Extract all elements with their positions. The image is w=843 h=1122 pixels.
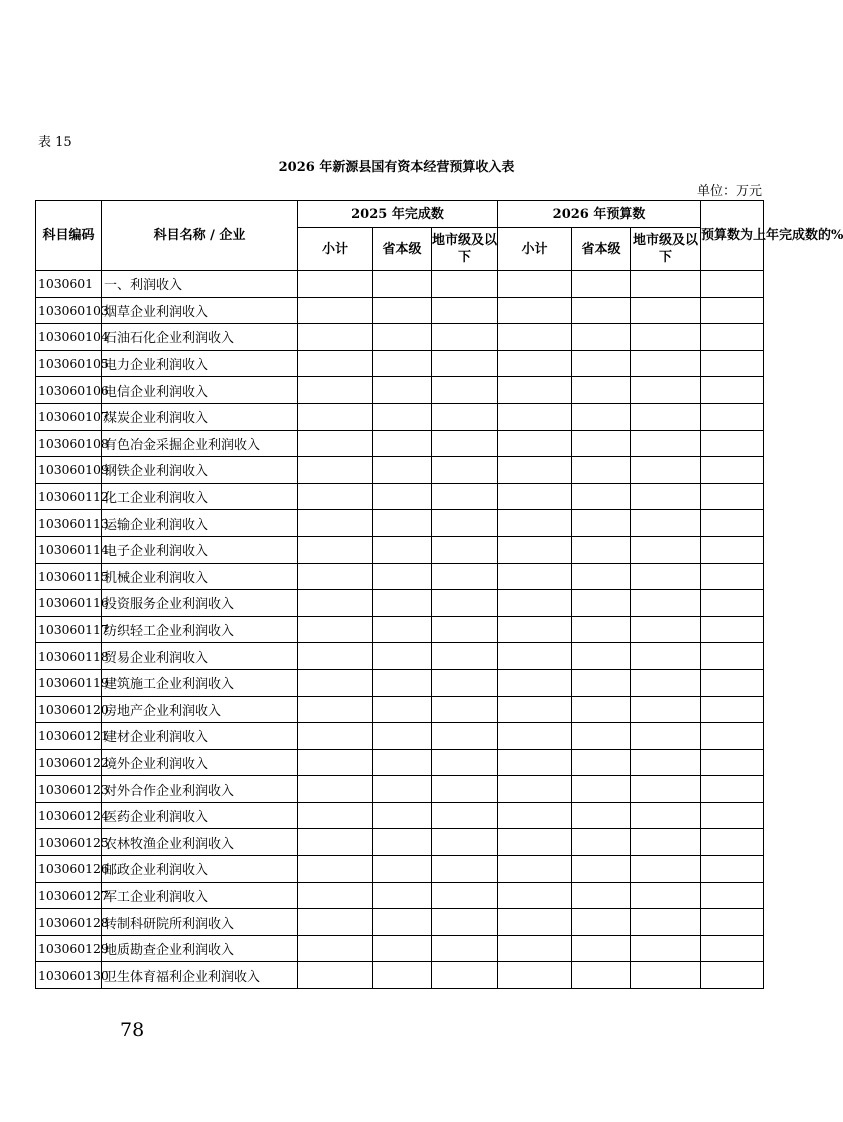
row-name: 卫生体育福利企业利润收入	[102, 962, 298, 989]
empty-value-cell	[373, 483, 432, 510]
empty-value-cell	[701, 590, 764, 617]
header-2026-city-below: 地市级及以下	[631, 228, 701, 271]
empty-value-cell	[572, 430, 631, 457]
row-name: 投资服务企业利润收入	[102, 590, 298, 617]
empty-value-cell	[701, 643, 764, 670]
empty-value-cell	[432, 669, 498, 696]
empty-value-cell	[498, 829, 572, 856]
empty-value-cell	[498, 377, 572, 404]
row-code: 103060127	[36, 882, 102, 909]
table-row	[36, 909, 764, 936]
empty-value-cell	[373, 802, 432, 829]
empty-value-cell	[373, 563, 432, 590]
empty-value-cell	[631, 935, 701, 962]
empty-value-cell	[631, 403, 701, 430]
table-row	[36, 616, 764, 643]
document-title: 2026 年新源县国有资本经营预算收入表	[278, 160, 515, 175]
empty-value-cell	[701, 457, 764, 484]
table-row	[36, 962, 764, 989]
empty-value-cell	[631, 324, 701, 351]
empty-value-cell	[298, 324, 373, 351]
row-code: 103060122	[36, 749, 102, 776]
empty-value-cell	[432, 882, 498, 909]
empty-value-cell	[298, 377, 373, 404]
row-name: 钢铁企业利润收入	[102, 457, 298, 484]
unit-label: 单位：万元	[696, 184, 762, 199]
empty-value-cell	[298, 563, 373, 590]
empty-value-cell	[373, 829, 432, 856]
empty-value-cell	[701, 430, 764, 457]
empty-value-cell	[631, 271, 701, 298]
empty-value-cell	[432, 536, 498, 563]
empty-value-cell	[572, 935, 631, 962]
table-row	[36, 856, 764, 883]
empty-value-cell	[572, 802, 631, 829]
empty-value-cell	[631, 563, 701, 590]
budget-revenue-table	[35, 200, 843, 989]
empty-value-cell	[373, 643, 432, 670]
header-2026-subtotal: 小计	[498, 228, 572, 271]
empty-value-cell	[432, 696, 498, 723]
empty-value-cell	[373, 271, 432, 298]
empty-value-cell	[432, 297, 498, 324]
header-2025-city-below: 地市级及以下	[432, 228, 498, 271]
empty-value-cell	[498, 536, 572, 563]
empty-value-cell	[373, 723, 432, 750]
empty-value-cell	[498, 776, 572, 803]
empty-value-cell	[432, 643, 498, 670]
table-row	[36, 696, 764, 723]
empty-value-cell	[498, 590, 572, 617]
row-code: 103060120	[36, 696, 102, 723]
empty-value-cell	[701, 324, 764, 351]
table-label: 表 15	[38, 135, 72, 150]
empty-value-cell	[373, 403, 432, 430]
table-row	[36, 935, 764, 962]
row-name: 纺织轻工企业利润收入	[102, 616, 298, 643]
empty-value-cell	[572, 457, 631, 484]
row-name: 军工企业利润收入	[102, 882, 298, 909]
empty-value-cell	[498, 271, 572, 298]
row-name: 地质勘查企业利润收入	[102, 935, 298, 962]
row-code: 103060119	[36, 669, 102, 696]
empty-value-cell	[572, 297, 631, 324]
row-name: 煤炭企业利润收入	[102, 403, 298, 430]
empty-value-cell	[432, 935, 498, 962]
empty-value-cell	[373, 696, 432, 723]
table-row	[36, 536, 764, 563]
empty-value-cell	[498, 457, 572, 484]
empty-value-cell	[701, 563, 764, 590]
empty-value-cell	[498, 563, 572, 590]
row-name: 一、利润收入	[102, 271, 298, 298]
row-code: 103060128	[36, 909, 102, 936]
empty-value-cell	[373, 616, 432, 643]
empty-value-cell	[432, 483, 498, 510]
empty-value-cell	[298, 962, 373, 989]
row-code: 1030601	[36, 271, 102, 298]
empty-value-cell	[373, 510, 432, 537]
empty-value-cell	[631, 590, 701, 617]
row-code: 103060113	[36, 510, 102, 537]
empty-value-cell	[298, 882, 373, 909]
empty-value-cell	[701, 536, 764, 563]
row-name: 电子企业利润收入	[102, 536, 298, 563]
empty-value-cell	[373, 749, 432, 776]
empty-value-cell	[572, 856, 631, 883]
empty-value-cell	[298, 350, 373, 377]
empty-value-cell	[701, 882, 764, 909]
empty-value-cell	[572, 669, 631, 696]
row-code: 103060107	[36, 403, 102, 430]
table-row	[36, 271, 764, 298]
table-row	[36, 776, 764, 803]
empty-value-cell	[572, 829, 631, 856]
empty-value-cell	[498, 510, 572, 537]
row-code: 103060118	[36, 643, 102, 670]
empty-value-cell	[572, 483, 631, 510]
empty-value-cell	[572, 403, 631, 430]
empty-value-cell	[298, 457, 373, 484]
empty-value-cell	[498, 616, 572, 643]
table-row	[36, 829, 764, 856]
empty-value-cell	[498, 430, 572, 457]
empty-value-cell	[572, 377, 631, 404]
empty-value-cell	[373, 669, 432, 696]
empty-value-cell	[432, 776, 498, 803]
row-name: 建材企业利润收入	[102, 723, 298, 750]
row-code: 103060114	[36, 536, 102, 563]
row-name: 机械企业利润收入	[102, 563, 298, 590]
empty-value-cell	[298, 590, 373, 617]
empty-value-cell	[572, 776, 631, 803]
empty-value-cell	[572, 324, 631, 351]
empty-value-cell	[432, 510, 498, 537]
row-name: 对外合作企业利润收入	[102, 776, 298, 803]
table-row	[36, 510, 764, 537]
empty-value-cell	[572, 510, 631, 537]
empty-value-cell	[572, 696, 631, 723]
empty-value-cell	[572, 749, 631, 776]
header-group-2026: 2026 年预算数	[498, 201, 701, 228]
empty-value-cell	[498, 297, 572, 324]
row-name: 转制科研院所利润收入	[102, 909, 298, 936]
empty-value-cell	[701, 723, 764, 750]
header-2026-provincial: 省本级	[572, 228, 631, 271]
row-name: 烟草企业利润收入	[102, 297, 298, 324]
table-row	[36, 723, 764, 750]
header-pct: 预算数为上年完成数的%	[701, 201, 764, 271]
empty-value-cell	[432, 377, 498, 404]
empty-value-cell	[298, 669, 373, 696]
empty-value-cell	[498, 749, 572, 776]
empty-value-cell	[298, 749, 373, 776]
row-code: 103060112	[36, 483, 102, 510]
empty-value-cell	[701, 935, 764, 962]
empty-value-cell	[432, 616, 498, 643]
row-code: 103060103	[36, 297, 102, 324]
empty-value-cell	[572, 563, 631, 590]
empty-value-cell	[298, 536, 373, 563]
empty-value-cell	[701, 403, 764, 430]
header-group-2025: 2025 年完成数	[298, 201, 498, 228]
empty-value-cell	[572, 616, 631, 643]
empty-value-cell	[631, 350, 701, 377]
empty-value-cell	[298, 430, 373, 457]
empty-value-cell	[298, 856, 373, 883]
row-code: 103060124	[36, 802, 102, 829]
empty-value-cell	[631, 962, 701, 989]
empty-value-cell	[701, 350, 764, 377]
empty-value-cell	[298, 403, 373, 430]
row-name: 农林牧渔企业利润收入	[102, 829, 298, 856]
empty-value-cell	[498, 643, 572, 670]
row-code: 103060123	[36, 776, 102, 803]
empty-value-cell	[631, 696, 701, 723]
empty-value-cell	[373, 909, 432, 936]
empty-value-cell	[373, 377, 432, 404]
empty-value-cell	[572, 536, 631, 563]
empty-value-cell	[631, 377, 701, 404]
empty-value-cell	[631, 483, 701, 510]
row-code: 103060108	[36, 430, 102, 457]
table-body	[36, 271, 764, 989]
empty-value-cell	[498, 483, 572, 510]
empty-value-cell	[701, 483, 764, 510]
page-number: 78	[120, 1019, 145, 1041]
row-code: 103060129	[36, 935, 102, 962]
empty-value-cell	[572, 271, 631, 298]
empty-value-cell	[631, 802, 701, 829]
table-row	[36, 377, 764, 404]
table-row	[36, 669, 764, 696]
empty-value-cell	[631, 882, 701, 909]
empty-value-cell	[572, 350, 631, 377]
empty-value-cell	[631, 669, 701, 696]
empty-value-cell	[631, 776, 701, 803]
empty-value-cell	[701, 696, 764, 723]
empty-value-cell	[572, 723, 631, 750]
empty-value-cell	[631, 909, 701, 936]
empty-value-cell	[498, 909, 572, 936]
table-row	[36, 483, 764, 510]
empty-value-cell	[432, 403, 498, 430]
empty-value-cell	[432, 350, 498, 377]
row-code: 103060121	[36, 723, 102, 750]
empty-value-cell	[701, 776, 764, 803]
empty-value-cell	[298, 723, 373, 750]
empty-value-cell	[631, 856, 701, 883]
empty-value-cell	[432, 909, 498, 936]
empty-value-cell	[432, 590, 498, 617]
empty-value-cell	[373, 962, 432, 989]
empty-value-cell	[498, 696, 572, 723]
empty-value-cell	[498, 723, 572, 750]
empty-value-cell	[701, 909, 764, 936]
row-name: 有色冶金采掘企业利润收入	[102, 430, 298, 457]
empty-value-cell	[701, 856, 764, 883]
empty-value-cell	[498, 962, 572, 989]
table-row	[36, 563, 764, 590]
row-code: 103060105	[36, 350, 102, 377]
row-code: 103060126	[36, 856, 102, 883]
table-row	[36, 403, 764, 430]
empty-value-cell	[701, 616, 764, 643]
empty-value-cell	[373, 457, 432, 484]
empty-value-cell	[432, 271, 498, 298]
empty-value-cell	[498, 350, 572, 377]
row-name: 化工企业利润收入	[102, 483, 298, 510]
row-code: 103060117	[36, 616, 102, 643]
empty-value-cell	[701, 510, 764, 537]
row-name: 建筑施工企业利润收入	[102, 669, 298, 696]
empty-value-cell	[432, 563, 498, 590]
empty-value-cell	[498, 403, 572, 430]
empty-value-cell	[298, 696, 373, 723]
table-row	[36, 297, 764, 324]
empty-value-cell	[701, 297, 764, 324]
empty-value-cell	[631, 457, 701, 484]
empty-value-cell	[432, 856, 498, 883]
row-name: 医药企业利润收入	[102, 802, 298, 829]
empty-value-cell	[373, 536, 432, 563]
row-name: 境外企业利润收入	[102, 749, 298, 776]
table-row	[36, 430, 764, 457]
empty-value-cell	[432, 829, 498, 856]
empty-value-cell	[298, 297, 373, 324]
empty-value-cell	[373, 350, 432, 377]
empty-value-cell	[373, 324, 432, 351]
row-name: 电信企业利润收入	[102, 377, 298, 404]
empty-value-cell	[373, 297, 432, 324]
empty-value-cell	[432, 324, 498, 351]
empty-value-cell	[631, 829, 701, 856]
empty-value-cell	[298, 802, 373, 829]
empty-value-cell	[432, 802, 498, 829]
empty-value-cell	[498, 669, 572, 696]
empty-value-cell	[572, 882, 631, 909]
row-code: 103060106	[36, 377, 102, 404]
empty-value-cell	[498, 324, 572, 351]
empty-value-cell	[701, 669, 764, 696]
row-code: 103060130	[36, 962, 102, 989]
row-name: 电力企业利润收入	[102, 350, 298, 377]
empty-value-cell	[631, 536, 701, 563]
row-code: 103060115	[36, 563, 102, 590]
empty-value-cell	[298, 909, 373, 936]
empty-value-cell	[701, 829, 764, 856]
header-code: 科目编码	[36, 201, 102, 271]
empty-value-cell	[432, 430, 498, 457]
empty-value-cell	[572, 962, 631, 989]
empty-value-cell	[701, 802, 764, 829]
row-name: 运输企业利润收入	[102, 510, 298, 537]
empty-value-cell	[298, 271, 373, 298]
empty-value-cell	[631, 616, 701, 643]
empty-value-cell	[298, 616, 373, 643]
row-name: 石油石化企业利润收入	[102, 324, 298, 351]
empty-value-cell	[631, 430, 701, 457]
empty-value-cell	[373, 935, 432, 962]
empty-value-cell	[498, 802, 572, 829]
row-name: 邮政企业利润收入	[102, 856, 298, 883]
row-code: 103060109	[36, 457, 102, 484]
empty-value-cell	[432, 723, 498, 750]
empty-value-cell	[298, 935, 373, 962]
table-row	[36, 350, 764, 377]
empty-value-cell	[373, 856, 432, 883]
empty-value-cell	[498, 935, 572, 962]
empty-value-cell	[631, 510, 701, 537]
empty-value-cell	[701, 377, 764, 404]
table-row	[36, 749, 764, 776]
empty-value-cell	[298, 829, 373, 856]
empty-value-cell	[631, 643, 701, 670]
empty-value-cell	[432, 962, 498, 989]
row-code: 103060125	[36, 829, 102, 856]
empty-value-cell	[701, 962, 764, 989]
empty-value-cell	[298, 776, 373, 803]
header-2025-provincial: 省本级	[373, 228, 432, 271]
empty-value-cell	[373, 882, 432, 909]
empty-value-cell	[373, 430, 432, 457]
table-row	[36, 457, 764, 484]
empty-value-cell	[572, 643, 631, 670]
empty-value-cell	[701, 749, 764, 776]
empty-value-cell	[631, 723, 701, 750]
row-name: 贸易企业利润收入	[102, 643, 298, 670]
empty-value-cell	[298, 510, 373, 537]
empty-value-cell	[373, 776, 432, 803]
table-row	[36, 643, 764, 670]
empty-value-cell	[701, 271, 764, 298]
row-code: 103060116	[36, 590, 102, 617]
empty-value-cell	[432, 457, 498, 484]
empty-value-cell	[298, 643, 373, 670]
empty-value-cell	[631, 749, 701, 776]
empty-value-cell	[572, 909, 631, 936]
table-row	[36, 324, 764, 351]
empty-value-cell	[498, 856, 572, 883]
header-name: 科目名称 / 企业	[102, 201, 298, 271]
empty-value-cell	[572, 590, 631, 617]
row-name: 房地产企业利润收入	[102, 696, 298, 723]
empty-value-cell	[298, 483, 373, 510]
empty-value-cell	[373, 590, 432, 617]
table-row	[36, 882, 764, 909]
table-row	[36, 590, 764, 617]
table-row	[36, 802, 764, 829]
row-code: 103060104	[36, 324, 102, 351]
header-2025-subtotal: 小计	[298, 228, 373, 271]
empty-value-cell	[631, 297, 701, 324]
empty-value-cell	[498, 882, 572, 909]
empty-value-cell	[432, 749, 498, 776]
